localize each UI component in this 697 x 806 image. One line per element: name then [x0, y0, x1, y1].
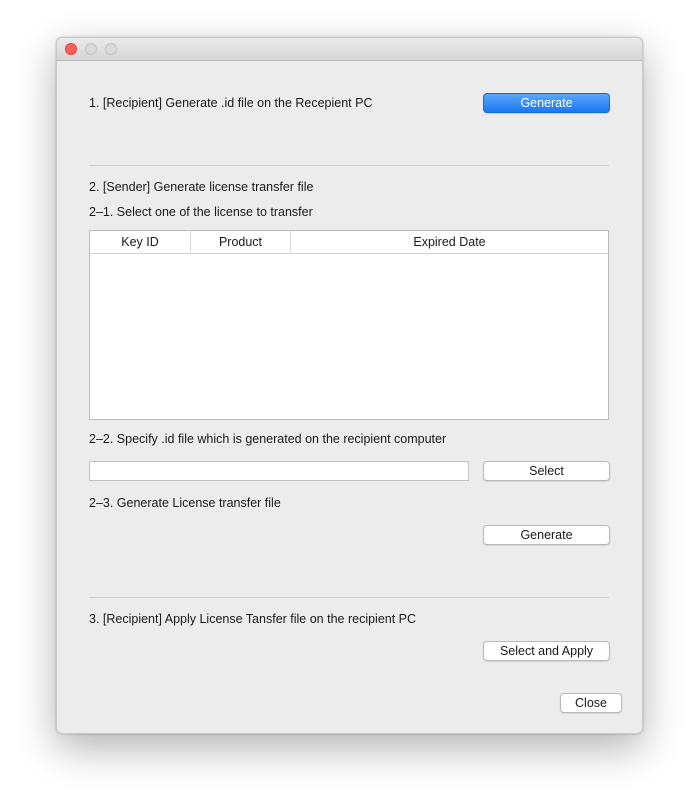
license-transfer-window [56, 37, 643, 734]
select-id-file-button[interactable]: Select [483, 461, 610, 481]
column-header-expired-date[interactable]: Expired Date [290, 231, 608, 253]
window-zoom-button[interactable] [105, 43, 117, 55]
close-button[interactable]: Close [560, 693, 622, 713]
step2-2-label: 2‒2. Specify .id file which is generated on the recipient computer [89, 432, 447, 446]
step2-3-label: 2‒3. Generate License transfer file [89, 496, 281, 510]
window-close-button[interactable] [65, 43, 77, 55]
separator [89, 597, 609, 598]
step2-label: 2. [Sender] Generate license transfer file [89, 180, 314, 194]
step3-label: 3. [Recipient] Apply License Tansfer file on the recipient PC [89, 612, 417, 626]
column-header-key-id[interactable]: Key ID [121, 235, 159, 249]
select-and-apply-button[interactable]: Select and Apply [483, 641, 610, 661]
column-header-product[interactable]: Product [190, 231, 290, 253]
step2-1-label: 2‒1. Select one of the license to transfer [89, 205, 313, 219]
license-table[interactable] [89, 230, 609, 420]
window-minimize-button[interactable] [85, 43, 97, 55]
table-header [90, 231, 608, 254]
generate-transfer-file-button[interactable]: Generate [483, 525, 610, 545]
title-bar[interactable] [57, 38, 642, 61]
id-file-path-input[interactable] [89, 461, 469, 481]
generate-id-button[interactable]: Generate [483, 93, 610, 113]
step1-label: 1. [Recipient] Generate .id file on the Recepient PC [89, 96, 373, 110]
separator [89, 165, 609, 166]
